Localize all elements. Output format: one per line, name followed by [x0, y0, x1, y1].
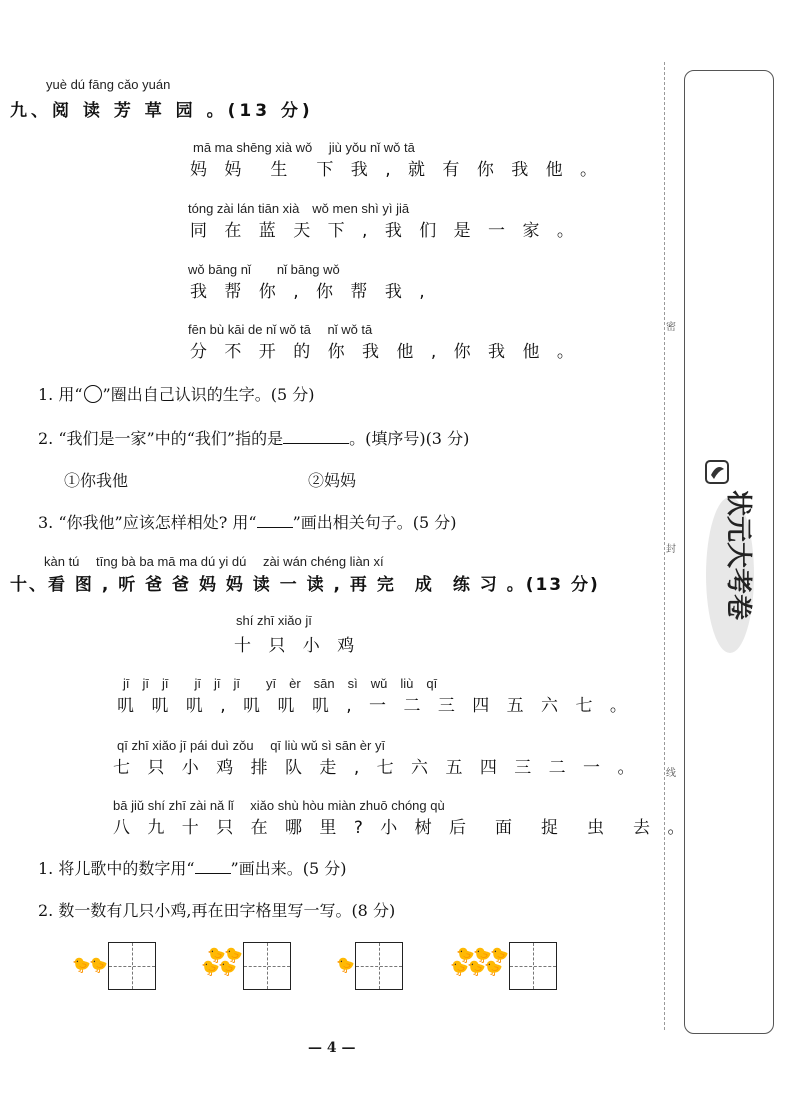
underline-sample [195, 873, 231, 874]
chick-icon: 🐤 [450, 959, 469, 977]
section9-title: 九、阅 读 芳 草 园 。(13 分) [10, 101, 314, 121]
section10-title-pinyin: kàn tú tīng bà ba mā ma dú yi dú zài wán chéng liàn xí [44, 554, 384, 569]
section9-title-pinyin: yuè dú fāng cǎo yuán [46, 77, 171, 92]
poem10-title-pinyin: shí zhī xiǎo jī [236, 613, 312, 628]
poem10-pinyin-3: bā jiǔ shí zhī zài nǎ lǐ xiǎo shù hòu miàn zhuō chóng qù [113, 798, 445, 813]
chick-icon: 🐤 [484, 959, 503, 977]
poem9-line-2: 同 在 蓝 天 下 , 我 们 是 一 家 。 [190, 221, 580, 241]
chick-icon: 🐤 [207, 946, 226, 964]
poem9-line-4: 分 不 开 的 你 我 他 , 你 我 他 。 [190, 342, 580, 362]
seal-mark: 线 [666, 768, 676, 779]
poem10-line-2: 七 只 小 鸡 排 队 走 , 七 六 五 四 三 二 一 。 [113, 758, 641, 778]
poem9-line-3: 我 帮 你 , 你 帮 我 , [190, 282, 431, 302]
tianzige-grid-1[interactable] [108, 942, 156, 990]
chick-icon: 🐤 [224, 946, 243, 964]
poem9-pinyin-2: tóng zài lán tiān xià wǒ men shì yì jiā [188, 201, 410, 216]
answer-blank[interactable] [283, 443, 349, 444]
circle-icon [84, 385, 102, 403]
brand-text: 状元大考卷 [723, 489, 753, 621]
chick-icon: 🐤 [467, 959, 486, 977]
question9-1: 1. 用“ ”圈出自己认识的生字。(5 分) [38, 385, 315, 404]
option-2: ②妈妈 [308, 471, 357, 490]
poem10-title: 十 只 小 鸡 [234, 636, 361, 656]
underline-sample [257, 527, 293, 528]
poem10-pinyin-1: jī jī jī jī jī jī yī èr sān sì wǔ liù qī [123, 676, 438, 691]
seal-mark: 封 [666, 544, 676, 555]
chick-icon: 🐤 [473, 946, 492, 964]
brand-logo [700, 455, 758, 655]
seal-mark: 密 [666, 322, 676, 333]
option-1: ①你我他 [64, 471, 129, 490]
binding-dashed-line [664, 62, 665, 1030]
chick-icon: 🐤 [72, 956, 91, 974]
chick-icon: 🐤 [201, 959, 220, 977]
poem9-pinyin-4: fēn bù kāi de nǐ wǒ tā nǐ wǒ tā [188, 322, 373, 337]
chick-icon: 🐤 [456, 946, 475, 964]
tianzige-grid-2[interactable] [243, 942, 291, 990]
page-number: — 4 — [308, 1040, 356, 1056]
chick-icon: 🐤 [218, 959, 237, 977]
poem10-line-1: 叽 叽 叽 , 叽 叽 叽 , 一 二 三 四 五 六 七 。 [117, 696, 633, 716]
chick-icon: 🐤 [490, 946, 509, 964]
question10-2: 2. 数一数有几只小鸡,再在田字格里写一写。(8 分) [38, 901, 396, 920]
chick-icon: 🐤 [89, 956, 108, 974]
chick-icon: 🐤 [336, 956, 355, 974]
question9-3: 3. “你我他”应该怎样相处? 用“ ”画出相关句子。(5 分) [38, 513, 457, 532]
poem9-pinyin-1: mā ma shēng xià wǒ jiù yǒu nǐ wǒ tā [193, 140, 415, 155]
tianzige-grid-3[interactable] [355, 942, 403, 990]
section10-title: 十、看 图 , 听 爸 爸 妈 妈 读 一 读 , 再 完 成 练 习 。(13 分) [10, 575, 600, 595]
poem9-pinyin-3: wǒ bāng nǐ nǐ bāng wǒ [188, 262, 340, 277]
question10-1: 1. 将儿歌中的数字用“ ”画出来。(5 分) [38, 859, 347, 878]
poem9-line-1: 妈 妈 生 下 我 , 就 有 你 我 他 。 [190, 160, 604, 180]
tianzige-grid-4[interactable] [509, 942, 557, 990]
question9-2: 2. “我们是一家”中的“我们”指的是 。(填序号)(3 分) [38, 429, 470, 448]
poem10-pinyin-2: qī zhī xiǎo jī pái duì zǒu qī liù wǔ sì sān èr yī [117, 738, 386, 753]
poem10-line-3: 八 九 十 只 在 哪 里 ? 小 树 后 面 捉 虫 去 。 [113, 818, 691, 838]
